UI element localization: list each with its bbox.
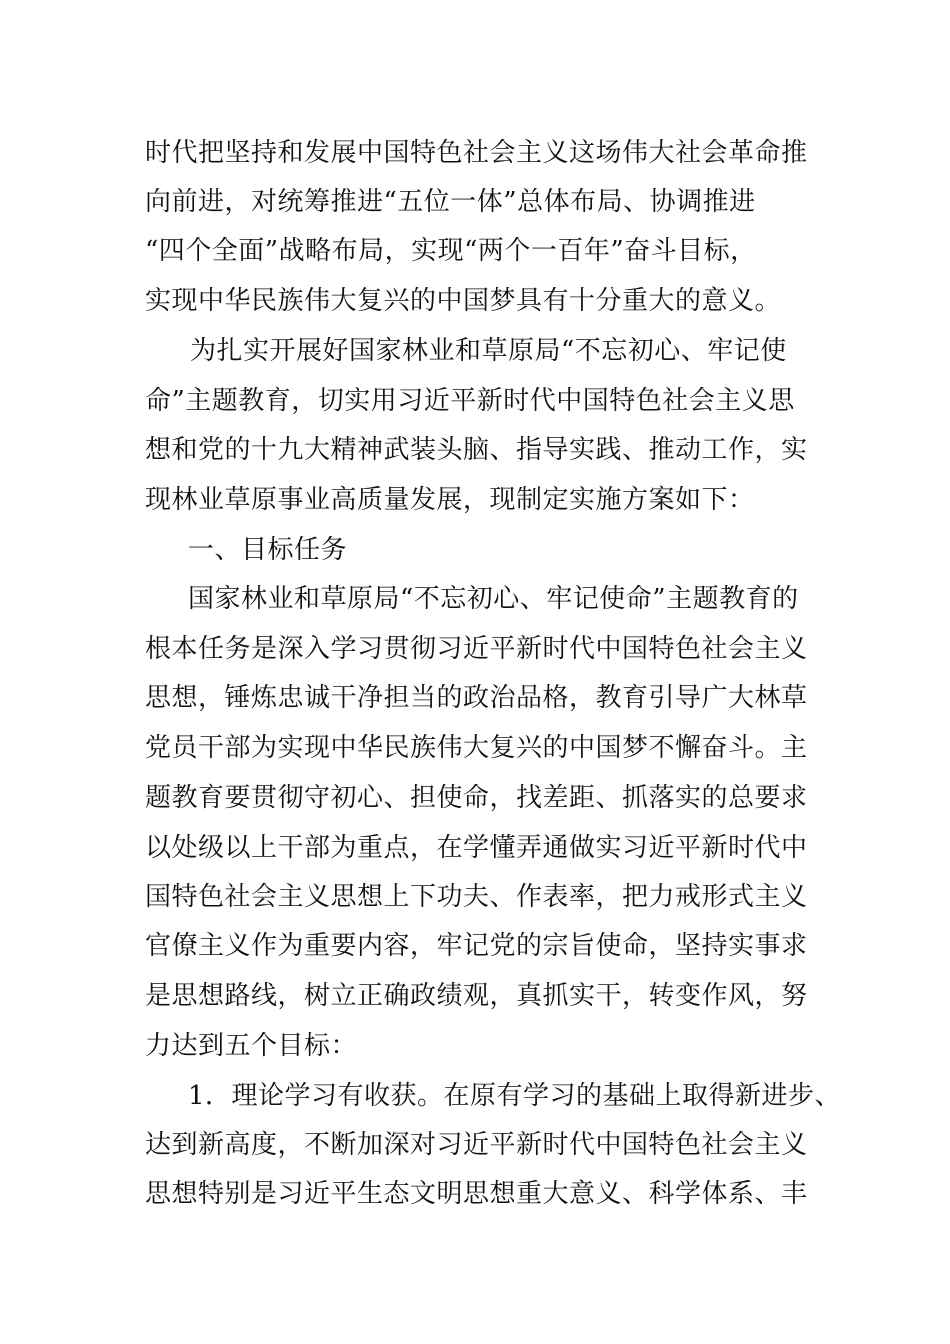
section-heading: 一、目标任务: [188, 535, 348, 565]
text-line: 题教育要贯彻守初心、担使命，找差距、抓落实的总要求: [145, 783, 808, 813]
text-line: “四个全面”战略布局，实现“两个一百年”奋斗目标，: [145, 236, 757, 266]
text-line: 向前进，对统筹推进“五位一体”总体布局、协调推进: [145, 187, 756, 217]
text-line: 想和党的十九大精神武装头脑、指导实践、推动工作，实: [145, 435, 808, 465]
list-item-first-line: 1．理论学习有收获。在原有学习的基础上取得新进步、: [188, 1081, 842, 1111]
text-line: 官僚主义作为重要内容，牢记党的宗旨使命，坚持实事求: [145, 931, 808, 961]
paragraph-first-line: 国家林业和草原局“不忘初心、牢记使命”主题教育的: [188, 584, 799, 614]
text-line: 现林业草原事业高质量发展，现制定实施方案如下：: [145, 485, 755, 515]
text-line: 国特色社会主义思想上下功夫、作表率，把力戒形式主义: [145, 882, 808, 912]
text-line: 是思想路线，树立正确政绩观，真抓实干，转变作风，努: [145, 981, 808, 1011]
text-line: 党员干部为实现中华民族伟大复兴的中国梦不懈奋斗。主: [145, 733, 808, 763]
text-line: 命”主题教育，切实用习近平新时代中国特色社会主义思: [145, 386, 795, 416]
text-line: 以处级以上干部为重点，在学懂弄通做实习近平新时代中: [145, 833, 808, 863]
text-line: 力达到五个目标：: [145, 1031, 358, 1061]
text-line: 根本任务是深入学习贯彻习近平新时代中国特色社会主义: [145, 634, 808, 664]
text-line: 实现中华民族伟大复兴的中国梦具有十分重大的意义。: [145, 286, 782, 316]
text-line: 思想，锤炼忠诚干净担当的政治品格，教育引导广大林草: [145, 683, 808, 713]
text-line: 思想特别是习近平生态文明思想重大意义、科学体系、丰: [145, 1179, 808, 1209]
text-line: 时代把坚持和发展中国特色社会主义这场伟大社会革命推: [145, 138, 808, 168]
text-line: 达到新高度，不断加深对习近平新时代中国特色社会主义: [145, 1130, 808, 1160]
paragraph-first-line: 为扎实开展好国家林业和草原局“不忘初心、牢记使: [190, 336, 787, 366]
